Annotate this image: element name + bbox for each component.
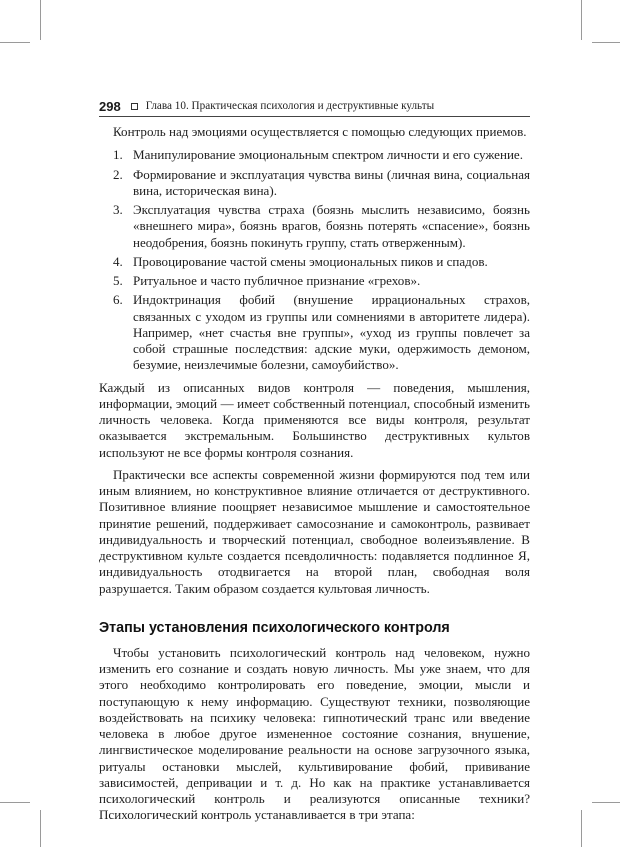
body-paragraph: Практически все аспекты современной жизни формируются под тем или иным влиянием, но конструктивное влияние отличается от деструктивного. Позитивное влияние поощряет независимое мышление и самостоятельное принятие решений, поддерживает самосознание и самоконтроль, развивает индивидуальность и творческий потенциал, свободное волеизъявление. В деструктивном культе создается псевдоличность: подавляется подлинное Я, индивидуальность отодвигается на второй план, свободная воля разрушается. Таким образом создается культовая личность. [99,466,530,596]
list-item-number: 5. [113,273,123,288]
body-paragraph: Каждый из описанных видов контроля — поведения, мышления, информации, эмоций — имеет собственный потенциал, способный изменить личность человека. Когда применяются все виды контроля, результат оказывается экстремальным. Большинство деструктивных культов используют не все формы контроля сознания. [99,379,530,460]
square-bullet-icon [131,103,138,110]
chapter-title: Глава 10. Практическая психология и деструктивные культы [145,100,435,112]
list-item-number: 4. [113,253,123,269]
list-item [113,292,530,373]
page-number: 298 [99,98,121,114]
running-header [99,98,530,114]
section-paragraph: Чтобы установить психологический контроль над человеком, нужно изменить его сознание и создать новую личность. Мы уже знаем, что для этого необходимо контролировать его поведение, эмоции, мысли и поступающую к нему информацию. Существуют техники, позволяющие воздействовать на психику человека: гипнотический транс или введение человека в любое другое измененное состояние сознания, внушение, лингвистическое моделирование реальности на основе загрузочного языка, ритуалы остановки мыслей, культивирование фобий, прививание зависимостей, депривации и т. д. Но как на практике устанавливается психологический контроль и реализуются описанные техники? Психологический контроль устанавливается в три этапа: [99,644,530,823]
crop-mark-bottom-left-vertical [40,810,41,847]
emotion-control-techniques-list [113,147,530,373]
list-item-number: 3. [113,202,123,217]
crop-mark-top-left-vertical [40,0,41,40]
crop-mark-top-right-horizontal [592,42,620,43]
list-item-number: 1. [113,147,123,163]
header-rule [99,116,530,117]
intro-paragraph: Контроль над эмоциями осуществляется с помощью следующих приемов. [113,124,527,139]
list-item-text: Эксплуатация чувства страха (боязнь мыслить независимо, боязнь «внешнего мира», боязнь врагов, боязнь потерять «спасение», боязнь неодобрения, боязнь покинуть группу, стать отверженным). [133,202,530,250]
page-body [99,124,530,824]
list-item [113,167,530,200]
crop-mark-top-right-vertical [581,0,582,40]
crop-mark-bottom-right-horizontal [592,802,620,803]
list-item-text: Провоцирование частой смены эмоциональных пиков и спадов. [133,253,488,269]
list-item [113,202,530,251]
list-item-text: Манипулирование эмоциональным спектром личности и его сужение. [133,147,523,163]
list-item-text: Индоктринация фобий (внушение иррациональных страхов, связанных с уходом из группы или сомнениями в авторитете лидера). Например, «нет счастья вне группы», «уход из группы повлечет за собой страшные последствия: адские муки, одержимость демоном, безумие, неизлечимые болезни, самоубийство». [133,292,530,373]
list-item-text: Формирование и эксплуатация чувства вины (личная вина, социальная вина, историческая вина). [133,166,530,198]
list-item [113,254,530,270]
list-item [113,147,530,163]
crop-mark-bottom-left-horizontal [0,802,30,803]
list-item-text: Ритуальное и часто публичное признание «грехов». [133,273,421,288]
list-item-number: 2. [113,166,123,182]
list-item-number: 6. [113,292,123,308]
list-item [113,273,530,289]
crop-mark-top-left-horizontal [0,42,30,43]
crop-mark-bottom-right-vertical [581,810,582,847]
section-heading: Этапы установления психологического контроля [99,619,450,636]
